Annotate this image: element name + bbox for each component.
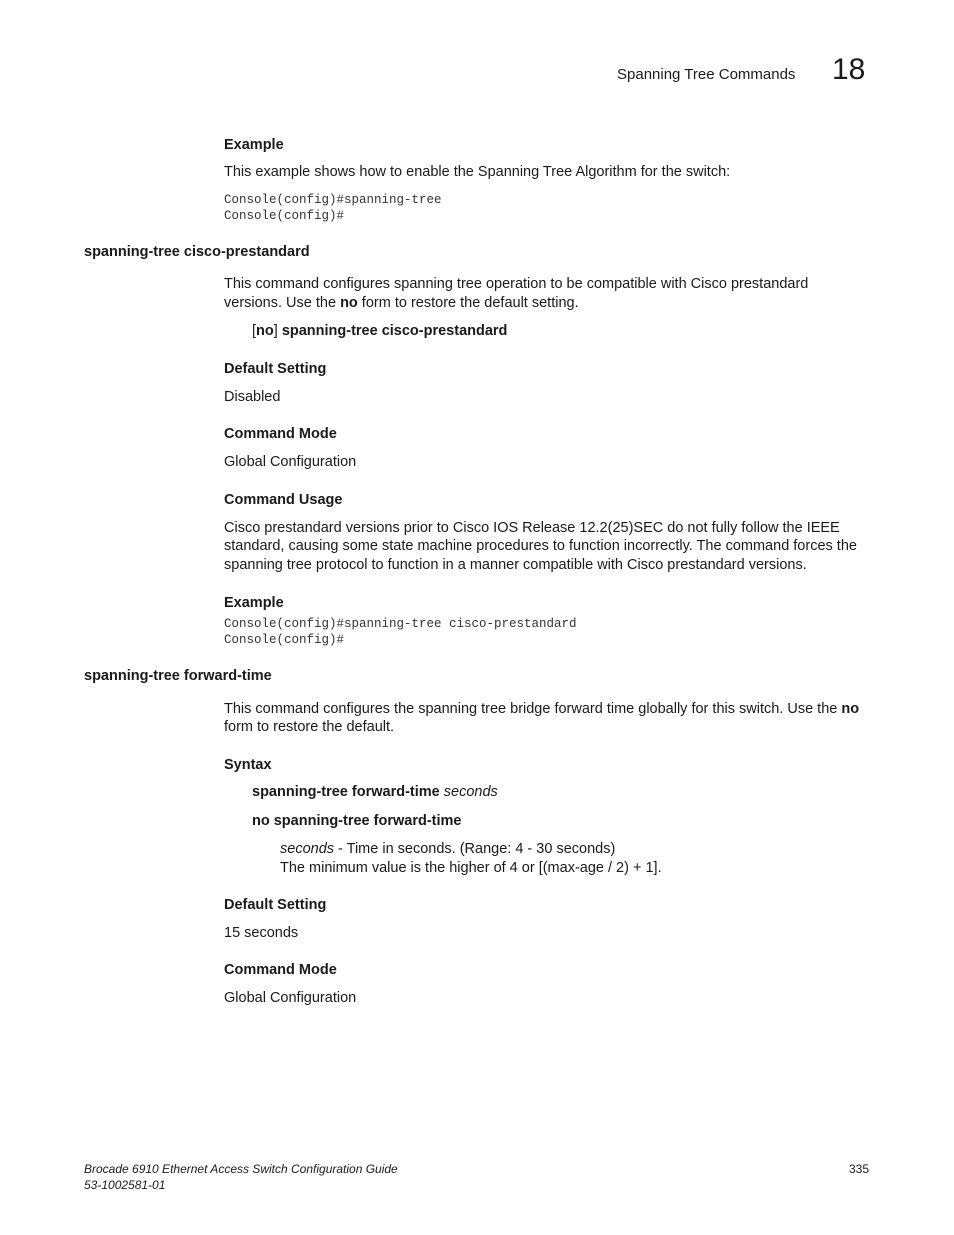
command-description-line2: versions. Use the no form to restore the default setting. [224,295,579,311]
default-setting-value: Disabled [224,389,281,405]
default-setting-heading: Default Setting [224,361,327,377]
chapter-number: 18 [832,53,866,86]
code-line: Console(config)#spanning-tree cisco-prestandard [224,617,577,631]
chapter-title: Spanning Tree Commands [617,66,796,83]
command-title-cisco-prestandard: spanning-tree cisco-prestandard [84,244,310,260]
example-description: This example shows how to enable the Spanning Tree Algorithm for the switch: [224,164,731,180]
command-mode-value: Global Configuration [224,990,357,1006]
command-description-line2: form to restore the default. [224,719,395,735]
footer-doc-number: 53-1002581-01 [84,1178,166,1192]
default-setting-heading: Default Setting [224,897,327,913]
command-description: This command configures the spanning tree bridge forward time globally for this switch. Use the no [224,701,860,717]
command-syntax: [no] spanning-tree cisco-prestandard [252,323,508,339]
code-line: Console(config)# [224,633,345,647]
command-syntax-no: no spanning-tree forward-time [252,813,462,829]
command-usage-heading: Command Usage [224,492,343,508]
command-usage-text: standard, causing some state machine procedures to function incorrectly. The command forces the [224,538,857,554]
example-heading: Example [224,595,284,611]
command-mode-value: Global Configuration [224,454,357,470]
command-mode-heading: Command Mode [224,426,337,442]
command-usage-text: spanning tree protocol to function in a manner compatible with Cisco prestandard versions. [224,557,807,573]
command-syntax: spanning-tree forward-time seconds [252,784,498,800]
code-line: Console(config)# [224,209,345,223]
footer-guide-title: Brocade 6910 Ethernet Access Switch Configuration Guide [84,1162,398,1176]
parameter-note: The minimum value is the higher of 4 or [(max-age / 2) + 1]. [280,860,662,876]
command-description: This command configures spanning tree operation to be compatible with Cisco prestandard [224,276,809,292]
example-heading: Example [224,137,284,153]
default-setting-value: 15 seconds [224,925,299,941]
parameter-description: seconds - Time in seconds. (Range: 4 - 30 seconds) [280,841,616,857]
page-number: 335 [849,1162,870,1176]
syntax-heading: Syntax [224,757,272,773]
command-mode-heading: Command Mode [224,962,337,978]
code-line: Console(config)#spanning-tree [224,193,442,207]
command-title-forward-time: spanning-tree forward-time [84,668,272,684]
command-usage-text: Cisco prestandard versions prior to Cisco IOS Release 12.2(25)SEC do not fully follow the IEEE [224,520,840,536]
